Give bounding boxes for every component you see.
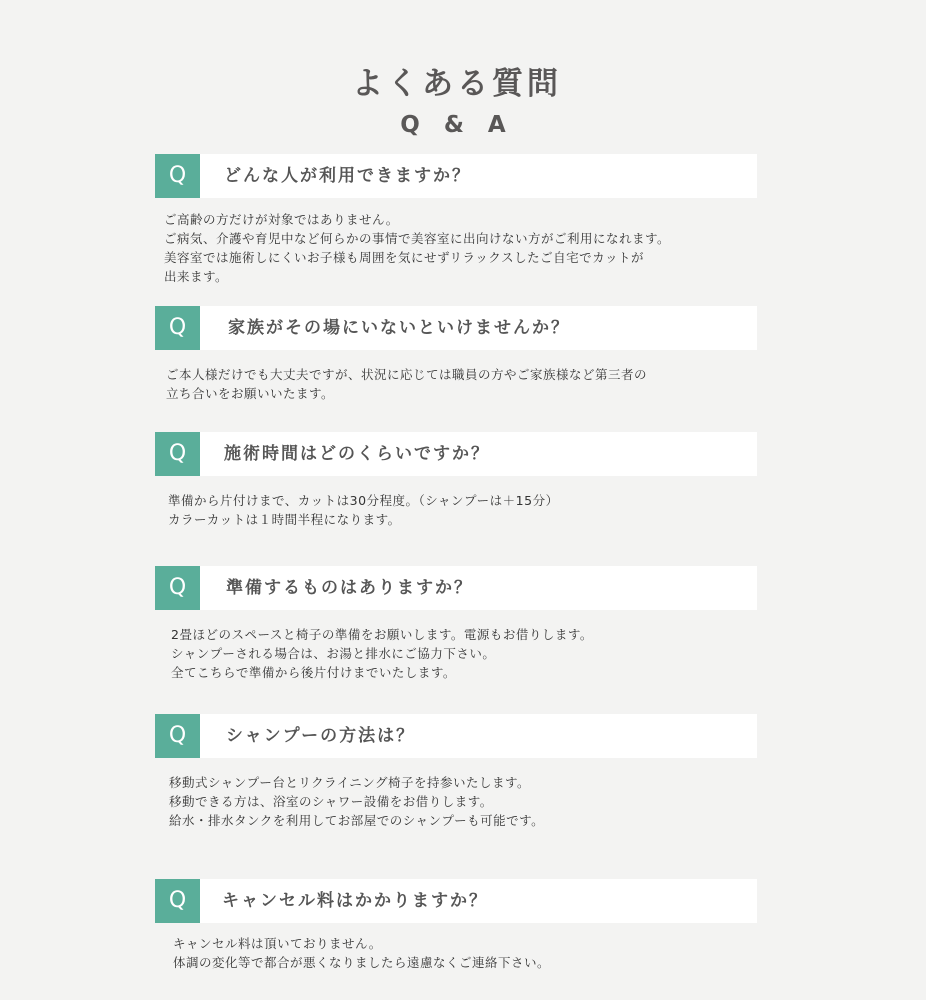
faq-item-5 <box>155 714 757 830</box>
answer-line: 体調の変化等で都合が悪くなりましたら遠慮なくご連絡下さい。 <box>173 955 551 970</box>
question-text: 準備するものはありますか？ <box>226 578 473 598</box>
faq-item-4 <box>155 566 757 682</box>
question-bar <box>155 566 757 610</box>
answer-line: 移動式シャンプー台とリクライニング椅子を持参いたします。 <box>169 775 531 790</box>
answer-line: カラーカットは１時間半程になります。 <box>168 512 401 527</box>
question-text: シャンプーの方法は？ <box>226 726 416 746</box>
question-text: 家族がその場にいないといけませんか？ <box>228 318 570 338</box>
answer-line: 立ち合いをお願いいたます。 <box>166 386 335 401</box>
answer-text <box>166 365 757 403</box>
answer-text <box>164 210 757 286</box>
question-text: キャンセル料はかかりますか？ <box>222 891 488 911</box>
answer-line: 給水・排水タンクを利用してお部屋でのシャンプーも可能です。 <box>169 813 545 828</box>
answer-line: シャンプーされる場合は、お湯と排水にご協力下さい。 <box>171 646 496 661</box>
answer-line: 出来ます。 <box>164 269 229 284</box>
question-bar <box>155 432 757 476</box>
answer-text <box>173 934 757 972</box>
question-text: どんな人が利用できますか？ <box>224 166 471 186</box>
question-bar <box>155 306 757 350</box>
question-bar <box>155 879 757 923</box>
q-badge-icon: Q <box>155 432 200 476</box>
answer-line: 2畳ほどのスペースと椅子の準備をお願いします。電源もお借りします。 <box>171 627 593 642</box>
q-badge-icon: Q <box>155 879 200 923</box>
answer-line: 準備から片付けまで、カットは30分程度。（シャンプーは＋15分） <box>168 493 559 508</box>
answer-line: 美容室では施術しにくいお子様も周囲を気にせずリラックスしたご自宅でカットが <box>164 250 645 265</box>
answer-line: 全てこちらで準備から後片付けまでいたします。 <box>171 665 456 680</box>
question-text: 施術時間はどのくらいですか？ <box>224 444 490 464</box>
answer-line: ご病気、介護や育児中など何らかの事情で美容室に出向けない方がご利用になれます。 <box>164 231 671 246</box>
answer-line: ご高齢の方だけが対象ではありません。 <box>164 212 399 227</box>
answer-line: ご本人様だけでも大丈夫ですが、状況に応じては職員の方やご家族様など第三者の <box>166 367 648 382</box>
q-badge-icon: Q <box>155 306 200 350</box>
faq-item-2 <box>155 306 757 403</box>
faq-item-3 <box>155 432 757 529</box>
q-badge-icon: Q <box>155 714 200 758</box>
answer-line: 移動できる方は、浴室のシャワー設備をお借りします。 <box>169 794 493 809</box>
faq-item-1 <box>155 154 757 286</box>
question-bar <box>155 154 757 198</box>
answer-text <box>169 773 757 830</box>
q-badge-icon: Q <box>155 566 200 610</box>
page-subtitle: Q & A <box>400 112 514 138</box>
answer-line: キャンセル料は頂いておりません。 <box>173 936 382 951</box>
question-bar <box>155 714 757 758</box>
q-badge-icon: Q <box>155 154 200 198</box>
page-title: よくある質問 <box>352 66 562 102</box>
answer-text <box>171 625 757 682</box>
faq-item-6 <box>155 879 757 972</box>
answer-text <box>168 491 757 529</box>
